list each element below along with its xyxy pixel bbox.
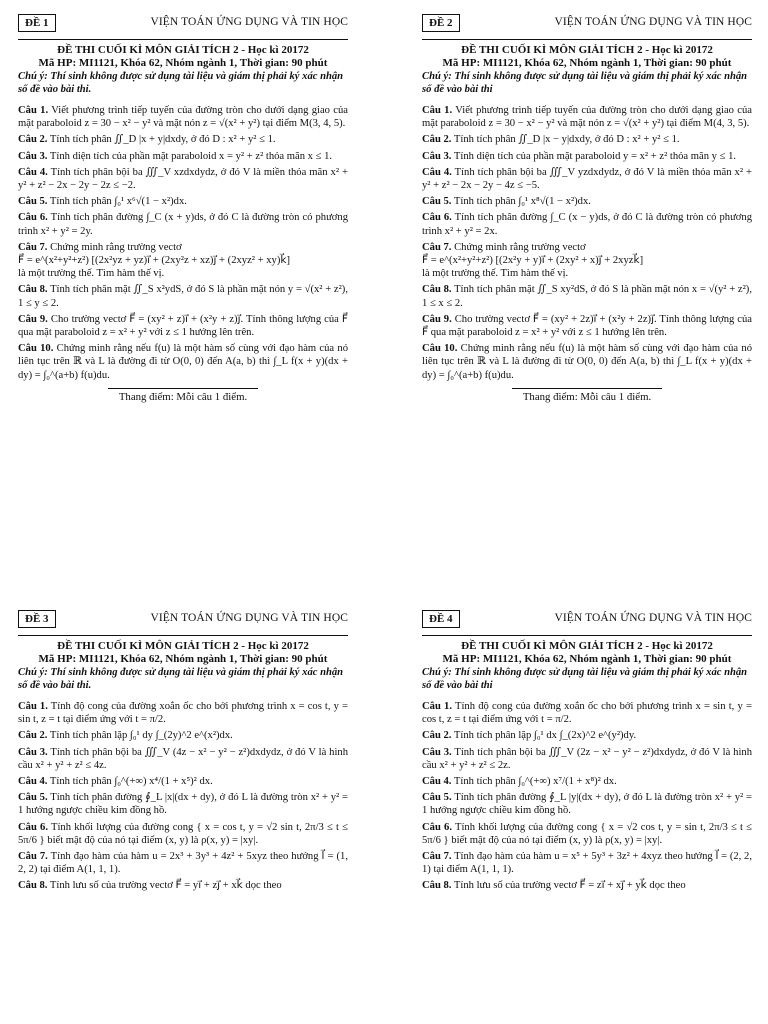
grading-text: Thang điểm: Mỗi câu 1 điểm.	[512, 388, 662, 404]
question-number: Câu 5.	[422, 196, 452, 208]
question-item	[422, 133, 752, 146]
question-text: Tính độ cong của đường xoắn ốc cho bởi phương trình x = cos t, y = sin t, z = t tại điểm ứng với t = π/2.	[18, 701, 348, 726]
question-number: Câu 1.	[18, 105, 49, 116]
exam-header	[18, 608, 348, 630]
question-number: Câu 4.	[422, 166, 452, 178]
question-text: Chứng minh rằng trường vectơ F⃗ = e^(x²+y²+z²) [(2x²yz + yz)i⃗ + (2xy²z + xz)j⃗ + (2xyz² + xy)k⃗] là một trường thế. Tìm hàm thế vị.	[18, 241, 291, 280]
question-number: Câu 7.	[18, 851, 48, 863]
question-item	[422, 195, 752, 208]
question-number: Câu 7.	[18, 241, 48, 253]
question-text: Tính tích phân mặt ∬_S x²ydS, ở đó S là phần mặt nón y = √(x² + z²), 1 ≤ y ≤ 2.	[18, 284, 348, 309]
question-item	[422, 879, 752, 892]
question-item	[422, 166, 752, 192]
question-text: Tính tích phân ∫₀^(+∞) x⁷/(1 + x⁸)² dx.	[453, 776, 617, 788]
question-item	[422, 150, 752, 163]
question-number: Câu 4.	[18, 776, 48, 788]
question-item	[18, 821, 348, 847]
question-number: Câu 8.	[18, 284, 48, 296]
question-text: Tính tích phân đường ∫_C (x + y)ds, ở đó C là đường tròn có phương trình x² + y² = 2y.	[18, 212, 349, 237]
question-item	[18, 104, 348, 130]
exam-subtitle: Mã HP: MI1121, Khóa 62, Nhóm ngành 1, Thời gian: 90 phút	[38, 57, 328, 69]
question-number: Câu 4.	[18, 166, 48, 178]
institute-name: VIỆN TOÁN ỨNG DỤNG VÀ TIN HỌC	[150, 16, 348, 29]
question-number: Câu 3.	[18, 746, 48, 758]
question-number: Câu 4.	[422, 776, 452, 788]
question-text: Tính diện tích của phần mặt paraboloid x = y² + z² thỏa mãn x ≤ 1.	[49, 150, 333, 162]
question-number: Câu 6.	[18, 821, 48, 833]
question-number: Câu 8.	[422, 284, 452, 296]
header-rule	[422, 635, 752, 636]
question-item	[18, 241, 348, 281]
question-text: Tính khối lượng của đường cong { x = cos t, y = √2 sin t, 2π/3 ≤ t ≤ 5π/6 } biết mật độ của nó tại điểm (x, y) là ρ(x, y) = |xy|.	[18, 821, 348, 846]
question-text: Tính tích phân mặt ∬_S xy²dS, ở đó S là phần mặt nón x = √(y² + z²), 1 ≤ x ≤ 2.	[422, 284, 752, 309]
question-text: Chứng minh rằng nếu f(u) là một hàm số cùng với đạo hàm của nó liên tục trên ℝ và L là đường đi từ O(0, 0) đến A(a, b) thì ∫_L f(x + y)(dx + dy) = ∫₀^(a+b) f(u)du.	[422, 343, 752, 381]
question-text: Tính tích phân lặp ∫₀¹ dx ∫_(2x)^2 e^(y²)dy.	[453, 730, 637, 742]
question-item	[18, 791, 348, 817]
question-text: Viết phương trình tiếp tuyến của đường tròn cho dưới dạng giao của mặt paraboloid z = 30 − x² − y² và mặt nón z = √(x² + y²) tại điểm M(4, 3, 5).	[422, 105, 752, 130]
question-number: Câu 5.	[422, 792, 452, 804]
question-number: Câu 6.	[422, 821, 452, 833]
question-item	[422, 821, 752, 847]
question-text: Tính khối lượng của đường cong { x = √2 cos t, y = sin t, 2π/3 ≤ t ≤ 5π/6 } biết mật độ của nó tại điểm (x, y) là ρ(x, y) = |xy|.	[422, 821, 752, 846]
question-text: Chứng minh rằng nếu f(u) là một hàm số cùng với đạo hàm của nó liên tục trên ℝ và L là đường đi từ O(0, 0) đến A(a, b) thì ∫_L f(x + y)(dx + dy) = ∫₀^(a+b) f(u)du.	[18, 343, 348, 381]
question-text: Tính tích phân ∫₀¹ x⁸√(1 − x²)dx.	[453, 196, 591, 208]
question-item	[18, 342, 348, 382]
question-item	[18, 775, 348, 788]
exam-header	[18, 12, 348, 34]
question-item	[18, 850, 348, 876]
exam-1	[18, 12, 348, 404]
exam-2	[422, 12, 752, 404]
question-number: Câu 8.	[422, 880, 452, 892]
question-item	[18, 133, 348, 146]
question-list	[18, 104, 348, 382]
question-text: Tính tích phân ∬_D |x − y|dxdy, ở đó D : x² + y² ≤ 1.	[453, 134, 680, 146]
exam-note: Chú ý: Thí sinh không được sử dụng tài liệu và giám thị phải ký xác nhận số đề vào bài thi	[422, 667, 748, 691]
exam-note: Chú ý: Thí sinh không được sử dụng tài liệu và giám thị phải ký xác nhận số đề vào bài thi.	[18, 667, 344, 691]
exam-number-badge: ĐỀ 4	[422, 610, 460, 628]
question-item	[18, 700, 348, 726]
exam-title: ĐỀ THI CUỐI KÌ MÔN GIẢI TÍCH 2 - Học kì 20172	[461, 640, 713, 652]
question-item	[18, 166, 348, 192]
question-text: Tính đạo hàm của hàm u = 2x³ + 3y³ + 4z² + 5xyz theo hướng l⃗ = (1, 2, 2) tại điểm A(1, 1, 1).	[18, 851, 348, 876]
header-rule	[422, 39, 752, 40]
question-text: Tính lưu số của trường vectơ F⃗ = zi⃗ + xj⃗ + yk⃗ dọc theo	[453, 880, 686, 892]
exam-header	[422, 608, 752, 630]
question-number: Câu 1.	[18, 701, 48, 712]
question-text: Tính tích phân ∫₀¹ x⁶√(1 − x²)dx.	[49, 196, 187, 208]
question-item	[422, 211, 752, 237]
question-text: Tính tích phân ∫₀^(+∞) x⁴/(1 + x⁵)² dx.	[49, 776, 213, 788]
exam-subtitle: Mã HP: MI1121, Khóa 62, Nhóm ngành 1, Thời gian: 90 phút	[442, 653, 732, 665]
question-text: Tính tích phân bội ba ∭_V (2z − x² − y² − z²)dxdydz, ở đó V là hình cầu x² + y² + z² ≤ 2z.	[422, 746, 752, 771]
question-number: Câu 7.	[422, 241, 452, 253]
question-item	[422, 775, 752, 788]
question-number: Câu 5.	[18, 196, 48, 208]
question-item	[18, 879, 348, 892]
question-item	[422, 791, 752, 817]
question-item	[422, 700, 752, 726]
question-text: Tính lưu số của trường vectơ F⃗ = yi⃗ + zj⃗ + xk⃗ dọc theo	[49, 880, 282, 892]
question-item	[422, 241, 752, 281]
question-item	[18, 283, 348, 309]
exam-title: ĐỀ THI CUỐI KÌ MÔN GIẢI TÍCH 2 - Học kì 20172	[57, 640, 309, 652]
question-text: Tính tích phân ∬_D |x + y|dxdy, ở đó D : x² + y² ≤ 1.	[49, 134, 276, 146]
question-list	[18, 700, 348, 893]
exam-title: ĐỀ THI CUỐI KÌ MÔN GIẢI TÍCH 2 - Học kì 20172	[461, 44, 713, 56]
question-number: Câu 2.	[422, 134, 452, 146]
question-number: Câu 2.	[18, 134, 48, 146]
exam-header	[422, 12, 752, 34]
question-text: Tính tích phân bội ba ∭_V (4z − x² − y² − z²)dxdydz, ở đó V là hình cầu x² + y² + z² ≤ 4z.	[18, 746, 348, 771]
institute-name: VIỆN TOÁN ỨNG DỤNG VÀ TIN HỌC	[150, 612, 348, 625]
question-number: Câu 5.	[18, 792, 48, 804]
question-item	[422, 342, 752, 382]
question-text: Tính tích phân đường ∮_L |y|(dx + dy), ở đó L là đường tròn x² + y² = 1 hướng ngược chiều kim đồng hồ.	[422, 792, 753, 817]
question-number: Câu 10.	[18, 343, 54, 355]
question-text: Chứng minh rằng trường vectơ F⃗ = e^(x²+y²+z²) [(2x²y + y)i⃗ + (2xy² + x)j⃗ + 2xyzk⃗] là một trường thế. Tìm hàm thế vị.	[422, 241, 644, 280]
exam-number-badge: ĐỀ 3	[18, 610, 56, 628]
question-number: Câu 3.	[422, 150, 452, 162]
question-text: Tính tích phân bội ba ∭_V xzdxdydz, ở đó V là miền thỏa mãn x² + y² + z² − 2x − 2y − 2z ≤ −2.	[18, 166, 348, 192]
question-text: Tính độ cong của đường xoắn ốc cho bởi phương trình x = sin t, y = cos t, z = t tại điểm ứng với t = π/2.	[422, 701, 752, 726]
question-item	[422, 313, 752, 339]
question-item	[18, 211, 348, 237]
question-text: Cho trường vectơ F⃗ = (xy² + z)i⃗ + (x²y + z)j⃗. Tính thông lượng của F⃗ qua mặt paraboloid z = x² + y² với z ≤ 1 hướng lên trên.	[18, 313, 348, 339]
question-number: Câu 1.	[422, 701, 452, 712]
question-text: Tính tích phân lặp ∫₀¹ dy ∫_(2y)^2 e^(x²)dx.	[49, 730, 233, 742]
question-list	[422, 104, 752, 382]
question-text: Cho trường vectơ F⃗ = (xy² + 2z)i⃗ + (x²y + 2z)j⃗. Tính thông lượng của F⃗ qua mặt paraboloid z = x² + y² với z ≤ 1 hướng lên trên.	[422, 313, 752, 339]
question-text: Tính tích phân bội ba ∭_V yzdxdydz, ở đó V là miền thỏa mãn x² + y² + z² − 2x − 2y − 4z ≤ −5.	[422, 166, 752, 192]
question-number: Câu 9.	[18, 313, 48, 325]
question-text: Tính tích phân đường ∫_C (x − y)ds, ở đó C là đường tròn có phương trình x² + y² = 2x.	[422, 212, 753, 237]
question-item	[18, 150, 348, 163]
header-rule	[18, 39, 348, 40]
question-list	[422, 700, 752, 893]
question-number: Câu 10.	[422, 343, 458, 355]
question-number: Câu 1.	[422, 105, 453, 116]
question-text: Tính tích phân đường ∮_L |x|(dx + dy), ở đó L là đường tròn x² + y² = 1 hướng ngược chiều kim đồng hồ.	[18, 792, 349, 817]
question-item	[18, 313, 348, 339]
question-item	[18, 195, 348, 208]
question-text: Viết phương trình tiếp tuyến của đường tròn cho dưới dạng giao của mặt paraboloid z = 30 − x² − y² và mặt nón z = √(x² + y²) tại điểm M(3, 4, 5).	[18, 105, 348, 130]
institute-name: VIỆN TOÁN ỨNG DỤNG VÀ TIN HỌC	[554, 16, 752, 29]
question-item	[422, 283, 752, 309]
question-number: Câu 3.	[18, 150, 48, 162]
exam-note: Chú ý: Thí sinh không được sử dụng tài liệu và giám thị phải ký xác nhận số đề vào bài thi.	[18, 71, 344, 95]
grading-footer	[422, 388, 752, 404]
exam-4	[422, 608, 752, 896]
exam-title: ĐỀ THI CUỐI KÌ MÔN GIẢI TÍCH 2 - Học kì 20172	[57, 44, 309, 56]
question-number: Câu 2.	[422, 730, 452, 742]
grading-footer	[18, 388, 348, 404]
question-item	[18, 746, 348, 772]
institute-name: VIỆN TOÁN ỨNG DỤNG VÀ TIN HỌC	[554, 612, 752, 625]
question-text: Tính diện tích của phần mặt paraboloid y = x² + z² thỏa mãn y ≤ 1.	[453, 150, 737, 162]
question-number: Câu 8.	[18, 880, 48, 892]
question-item	[422, 104, 752, 130]
question-item	[422, 746, 752, 772]
exam-number-badge: ĐỀ 1	[18, 14, 56, 32]
question-item	[422, 850, 752, 876]
question-number: Câu 7.	[422, 851, 452, 863]
question-number: Câu 6.	[422, 212, 452, 224]
question-text: Tính đạo hàm của hàm u = x⁵ + 5y³ + 3z² + 4xyz theo hướng l⃗ = (2, 2, 1) tại điểm A(1, 1, 1).	[422, 851, 752, 876]
exam-note: Chú ý: Thí sinh không được sử dụng tài liệu và giám thị phải ký xác nhận số đề vào bài thi	[422, 71, 748, 95]
header-rule	[18, 635, 348, 636]
exam-3	[18, 608, 348, 896]
question-item	[18, 729, 348, 742]
exam-number-badge: ĐỀ 2	[422, 14, 460, 32]
exam-subtitle: Mã HP: MI1121, Khóa 62, Nhóm ngành 1, Thời gian: 90 phút	[442, 57, 732, 69]
question-item	[422, 729, 752, 742]
grading-text: Thang điểm: Mỗi câu 1 điểm.	[108, 388, 258, 404]
exam-subtitle: Mã HP: MI1121, Khóa 62, Nhóm ngành 1, Thời gian: 90 phút	[38, 653, 328, 665]
question-number: Câu 2.	[18, 730, 48, 742]
question-number: Câu 6.	[18, 212, 48, 224]
question-number: Câu 3.	[422, 746, 452, 758]
question-number: Câu 9.	[422, 313, 452, 325]
